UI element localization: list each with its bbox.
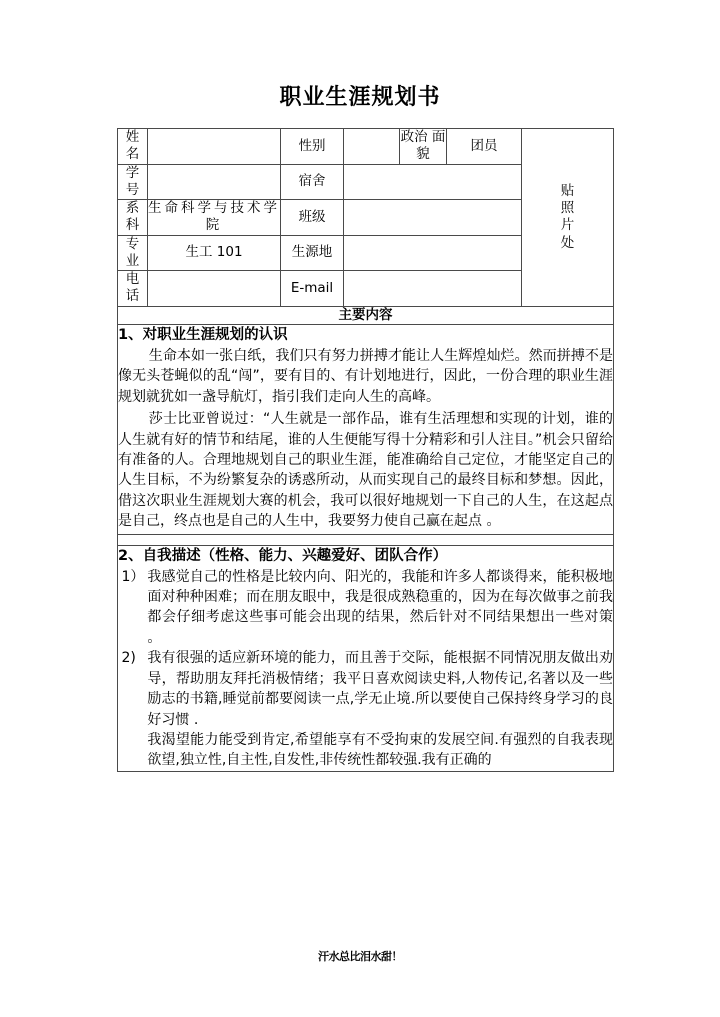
section-2-list (118, 567, 613, 731)
list-item-marker: 2) (121, 650, 136, 667)
table-row-spacer (118, 534, 614, 545)
table-row-name (118, 129, 614, 165)
photo-label-char4: 处 (560, 234, 575, 251)
value-political-status[interactable]: 团员 (447, 129, 522, 165)
photo-label-char2: 照 (560, 200, 575, 217)
photo-label-char3: 片 (560, 217, 575, 234)
section-2-heading: 2、自我描述（性格、能力、兴趣爱好、团队合作） (118, 547, 448, 564)
label-phone (118, 271, 148, 307)
list-item-text: 我感觉自己的性格是比较内向、阳光的，我能和许多人都谈得来，能积极地面对种种困难；而在朋友眼中，我是很成熟稳重的，因为在每次做事之前我都会仔细考虑这些事可能会出现的结果，然后针对不同结果想出一些对策 。 (147, 568, 613, 646)
label-political-status-line1: 政治 (400, 129, 428, 145)
label-major-char2: 业 (125, 252, 140, 269)
value-name[interactable] (148, 129, 281, 165)
list-item-marker: 1） (121, 568, 145, 585)
label-name (118, 129, 148, 165)
label-student-id (118, 164, 148, 200)
main-content-header: 主要内容 (118, 306, 614, 324)
value-class[interactable] (344, 200, 522, 236)
label-class: 班级 (281, 200, 344, 236)
label-student-id-char1: 学 (125, 164, 140, 181)
section-2-trailing-text: 我渴望能力能受到肯定,希望能享有不受拘束的发展空间.有强烈的自我表现欲望,独立性,自主性,自发性,非传统性都较强.我有正确的 (147, 732, 613, 769)
section-1-paragraph-1: 生命本如一张白纸，我们只有努力拼搏才能让人生辉煌灿烂。然而拼搏不是像无头苍蝇似的乱“闯”，要有目的、有计划地进行，因此，一份合理的职业生涯规划就犹如一盏导航灯，指引我们走向人生的高峰。 (118, 347, 613, 405)
spacer-cell (118, 534, 614, 545)
label-phone-char1: 电 (125, 271, 140, 288)
table-row-section-2 (118, 545, 614, 771)
list-item (118, 648, 613, 730)
value-student-id[interactable] (148, 164, 281, 200)
section-1-heading: 1、对职业生涯规划的认识 (118, 326, 288, 343)
label-department (118, 200, 148, 236)
value-origin[interactable] (344, 235, 522, 271)
label-department-char2: 科 (125, 217, 140, 234)
label-origin: 生源地 (281, 235, 344, 271)
value-major[interactable]: 生工 101 (148, 235, 281, 271)
table-row-section-1 (118, 324, 614, 534)
list-item-text: 我有很强的适应新环境的能力，而且善于交际，能根据不同情况朋友做出劝导，帮助朋友拜托消极情绪；我平日喜欢阅读史料,人物传记,名著以及一些励志的书籍,睡觉前都要阅读一点,学无止境.所以要使自己保持终身学习的良好习惯 . (147, 650, 613, 728)
career-plan-form (117, 128, 613, 772)
list-item (118, 567, 613, 649)
label-political-status-line2: 面貌 (416, 129, 446, 163)
section-1-paragraph-2: 莎士比亚曾说过：“人生就是一部作品，谁有生活理想和实现的计划，谁的人生就有好的情节和结尾，谁的人生便能写得十分精彩和引人注目。”机会只留给有准备的人。合理地规划自己的职业生涯，能准确给自己定位，才能坚定自己的人生目标，不为纷繁复杂的诱惑所动，从而实现自己的最终目标和梦想。因此，借这次职业生涯规划大赛的机会，我可以很好地规划一下自己的人生，在这起点是自己，终点也是自己的人生中，我要努力使自己赢在起点 。 (118, 411, 613, 530)
value-gender[interactable] (344, 129, 400, 165)
page-title: 职业生涯规划书 (279, 85, 441, 110)
label-major-char1: 专 (125, 235, 140, 252)
section-2-cell (118, 545, 614, 771)
label-gender: 性别 (281, 129, 344, 165)
label-political-status (400, 129, 447, 165)
label-name-char2: 名 (125, 146, 140, 163)
value-phone[interactable] (148, 271, 281, 307)
value-dorm[interactable] (344, 164, 522, 200)
value-department[interactable]: 生命科学与技术学院 (148, 200, 280, 234)
footer-note: 汗水总比泪水甜！ (318, 950, 402, 963)
label-phone-char2: 话 (125, 288, 140, 305)
info-table (117, 128, 614, 772)
table-row-main-header (118, 306, 614, 324)
photo-label-char1: 贴 (560, 182, 575, 199)
label-major (118, 235, 148, 271)
label-department-char1: 系 (125, 200, 140, 217)
label-name-char1: 姓 (125, 129, 140, 145)
label-student-id-char2: 号 (125, 181, 140, 198)
photo-placeholder[interactable] (522, 129, 614, 307)
section-1-cell (118, 324, 614, 534)
label-email: E-mail (281, 271, 344, 307)
value-email[interactable] (344, 271, 522, 307)
label-dorm: 宿舍 (281, 164, 344, 200)
